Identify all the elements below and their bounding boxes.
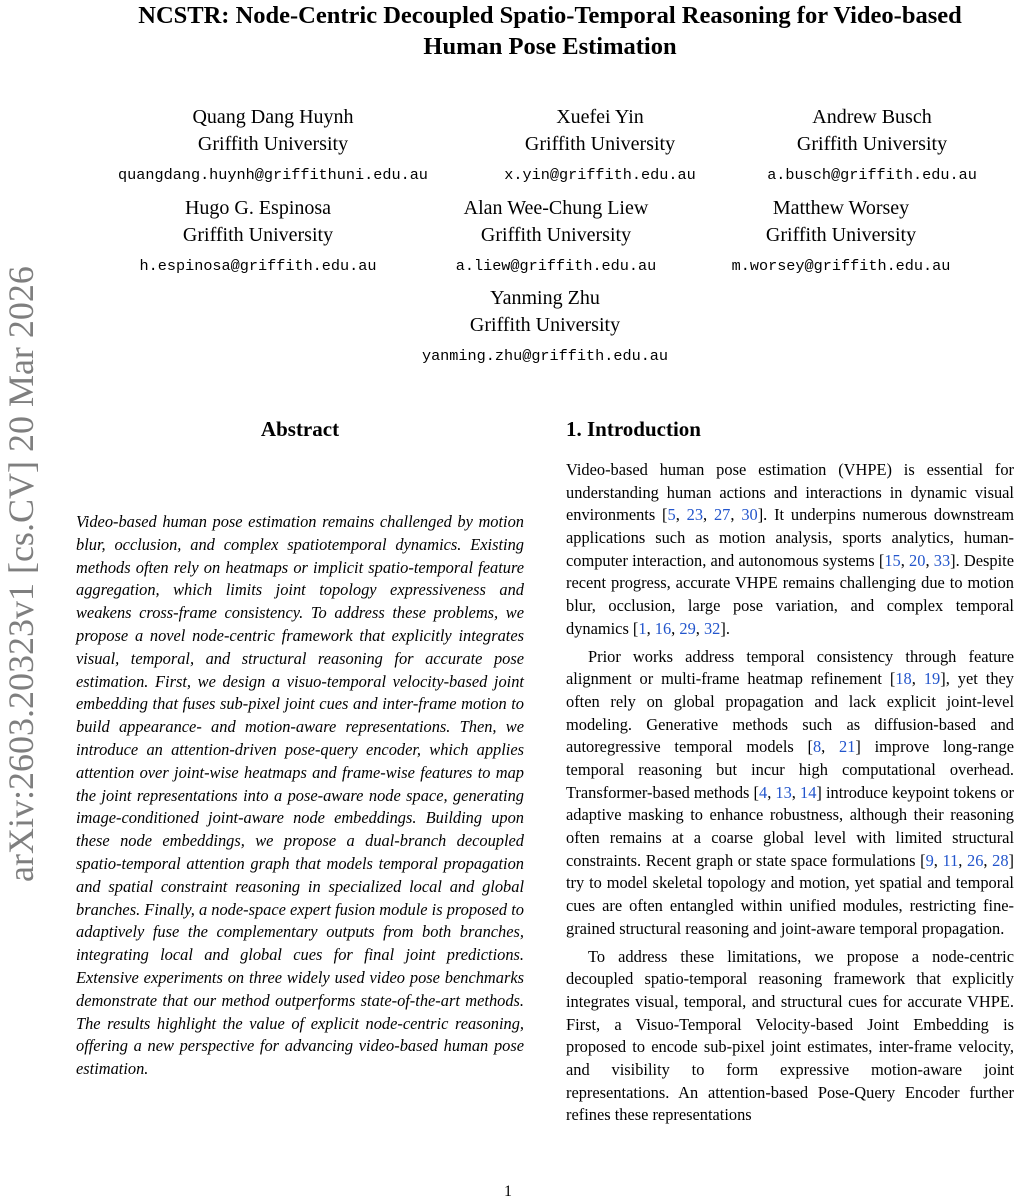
intro-text: ] introduce keypoint tokens or adaptive masking to enhance robustness, although their reasoning often remains at a coarse global level with limited structural constraints. Recent graph or state space formulations [: [566, 782, 1014, 870]
abstract-text: Video-based human pose estimation remains challenged by motion blur, occlusion, and complex spatiotemporal dynamics. Existing methods often rely on heatmaps or implicit spatio-temporal feature aggregation, which limits joint topology expressiveness and weakens cross-frame consistency. To address these problems, we propose a novel node-centric framework that explicitly integrates visual, temporal, and structural reasoning for accurate pose estimation. First, we design a visuo-temporal velocity-based joint embedding that fuses sub-pixel joint cues and inter-frame motion to build appearance- and motion-aware representations. Then, we introduce an attention-driven pose-query encoder, which applies attention over joint-wise heatmaps and frame-wise features to map the joint representations into a pose-aware node space, generating image-conditioned joint-aware node embeddings. Building upon these node embeddings, we propose a dual-branch decoupled spatio-temporal attention graph that models temporal propagation and spatial constraint reasoning in specialized local and global branches. Finally, a node-space expert fusion module is proposed to adaptively fuse the complementary outputs from both branches, integrating local and global cues for final joint predictions. Extensive experiments on three widely used video pose benchmarks demonstrate that our method outperforms state-of-the-art methods. The results highlight the value of explicit node-centric reasoning, offering a new perspective for advancing video-based human pose estimation.: [76, 512, 524, 1079]
author-name: Matthew Worsey: [772, 197, 910, 219]
citation-link[interactable]: 5: [667, 505, 676, 525]
citation-link[interactable]: 14: [800, 782, 817, 802]
author-affiliation: Griffith University: [796, 133, 948, 155]
abstract-heading: Abstract: [260, 417, 340, 441]
intro-paragraph-3: To address these limitations, we propose a node-centric decoupled spatio-temporal reasoning framework that explicitly integrates visual, temporal, and structural cues for accurate VHPE. First, a Visuo-Temporal Velocity-based Joint Embedding is proposed to encode sub-pixel joint estimates, inter-frame velocity, and visibility to form expressive motion-aware joint representations. An attention-based Pose-Query Encoder further refines these representations: [566, 946, 1014, 1125]
author-block: [118, 195, 398, 276]
author-block: [436, 195, 676, 276]
citation-separator: ,: [821, 737, 840, 757]
citation-link[interactable]: 29: [679, 618, 696, 638]
intro-text: ] try to model skeletal topology and motion, yet spatial and temporal cues are often entangled within unified modules, restricting fine-grained structural reasoning and joint-aware temporal propagation.: [566, 850, 1014, 938]
citation-link[interactable]: 20: [909, 550, 926, 570]
intro-text: ].: [720, 618, 730, 638]
intro-text: ]. Despite recent progress, accurate VHPE remains challenging due to motion blur, occlusion, large pose variation, and complex temporal dynamics [: [566, 550, 1014, 638]
paper-title-line-1: NCSTR: Node-Centric Decoupled Spatio-Temporal Reasoning for Video-based: [138, 2, 962, 29]
author-email: m.worsey@griffith.edu.au: [731, 257, 951, 275]
citation-separator: ,: [646, 618, 655, 638]
arxiv-identifier: arXiv:2603.20323v1 [cs.CV] 20 Mar 2026: [1, 266, 41, 882]
citation-separator: ,: [730, 505, 742, 525]
author-block: [712, 195, 970, 276]
author-block: [400, 285, 690, 366]
citation-link[interactable]: 30: [741, 505, 758, 525]
citation-separator: ,: [983, 850, 993, 870]
citation-link[interactable]: 26: [967, 850, 984, 870]
author-name: Xuefei Yin: [556, 106, 644, 128]
author-email: x.yin@griffith.edu.au: [504, 166, 696, 184]
author-email: a.liew@griffith.edu.au: [455, 257, 657, 275]
citation-link[interactable]: 8: [812, 737, 822, 757]
paper-title: [60, 0, 1016, 62]
author-name: Andrew Busch: [812, 106, 932, 128]
citation-link[interactable]: 32: [703, 618, 721, 638]
intro-text: Video-based human pose estimation (VHPE) is essential for understanding human actions and interactions in dynamic visual environments [: [566, 460, 1014, 525]
paper-title-line-2: Human Pose Estimation: [423, 33, 677, 60]
citation-separator: ,: [675, 505, 687, 525]
intro-text: Prior works address temporal consistency through feature alignment or multi-frame heatmap refinement [: [566, 646, 1014, 689]
author-email: quangdang.huynh@griffithuni.edu.au: [118, 166, 428, 184]
introduction-body: [566, 459, 1014, 1133]
author-name: Hugo G. Espinosa: [184, 197, 332, 219]
citation-separator: ,: [911, 669, 924, 689]
citation-separator: ,: [958, 850, 968, 870]
author-name: Quang Dang Huynh: [192, 106, 354, 128]
author-block: [752, 104, 992, 185]
citation-separator: ,: [791, 782, 800, 802]
citation-separator: ,: [703, 505, 714, 525]
citation-link[interactable]: 33: [933, 550, 951, 570]
citation-separator: ,: [695, 618, 704, 638]
intro-text: ]. It underpins numerous downstream applications such as motion analysis, sports analytics, human-computer interaction, and autonomous systems [: [566, 505, 1014, 570]
citation-link[interactable]: 13: [775, 782, 792, 802]
intro-text: ] improve long-range temporal reasoning but incur high computational overhead. Transformer-based methods [: [566, 737, 1014, 802]
citation-link[interactable]: 9: [925, 850, 934, 870]
author-affiliation: Griffith University: [524, 133, 676, 155]
author-affiliation: Griffith University: [469, 314, 621, 336]
author-email: h.espinosa@griffith.edu.au: [139, 257, 377, 275]
author-name: Alan Wee-Chung Liew: [463, 197, 649, 219]
author-block: [100, 104, 446, 185]
author-affiliation: Griffith University: [765, 224, 917, 246]
intro-paragraph-2: [566, 646, 1014, 941]
citation-link[interactable]: 23: [686, 505, 704, 525]
citation-link[interactable]: 18: [895, 669, 912, 689]
citation-link[interactable]: 11: [942, 850, 959, 870]
section-heading-introduction: 1. Introduction: [566, 417, 701, 441]
author-email: yanming.zhu@griffith.edu.au: [421, 347, 669, 365]
page-number: 1: [504, 1183, 512, 1200]
author-email: a.busch@griffith.edu.au: [767, 166, 977, 184]
author-block: [490, 104, 710, 185]
citation-separator: ,: [925, 550, 934, 570]
citation-link[interactable]: 27: [713, 505, 731, 525]
citation-link[interactable]: 19: [923, 669, 941, 689]
citation-separator: ,: [767, 782, 776, 802]
citation-separator: ,: [671, 618, 680, 638]
citation-link[interactable]: 1: [638, 618, 647, 638]
citation-separator: ,: [933, 850, 943, 870]
citation-link[interactable]: 15: [884, 550, 901, 570]
citation-link[interactable]: 21: [839, 737, 856, 757]
citation-link[interactable]: 16: [654, 618, 672, 638]
author-name: Yanming Zhu: [490, 287, 600, 309]
citation-link[interactable]: 4: [759, 782, 768, 802]
author-affiliation: Griffith University: [197, 133, 349, 155]
citation-separator: ,: [900, 550, 910, 570]
intro-paragraph-1: [566, 459, 1014, 640]
author-affiliation: Griffith University: [182, 224, 334, 246]
author-affiliation: Griffith University: [480, 224, 632, 246]
intro-text: ], yet they often rely on global propagation and lack explicit joint-level modeling. Generative methods such as diffusion-based and autoregressive temporal models [: [566, 669, 1014, 757]
citation-link[interactable]: 28: [992, 850, 1009, 870]
